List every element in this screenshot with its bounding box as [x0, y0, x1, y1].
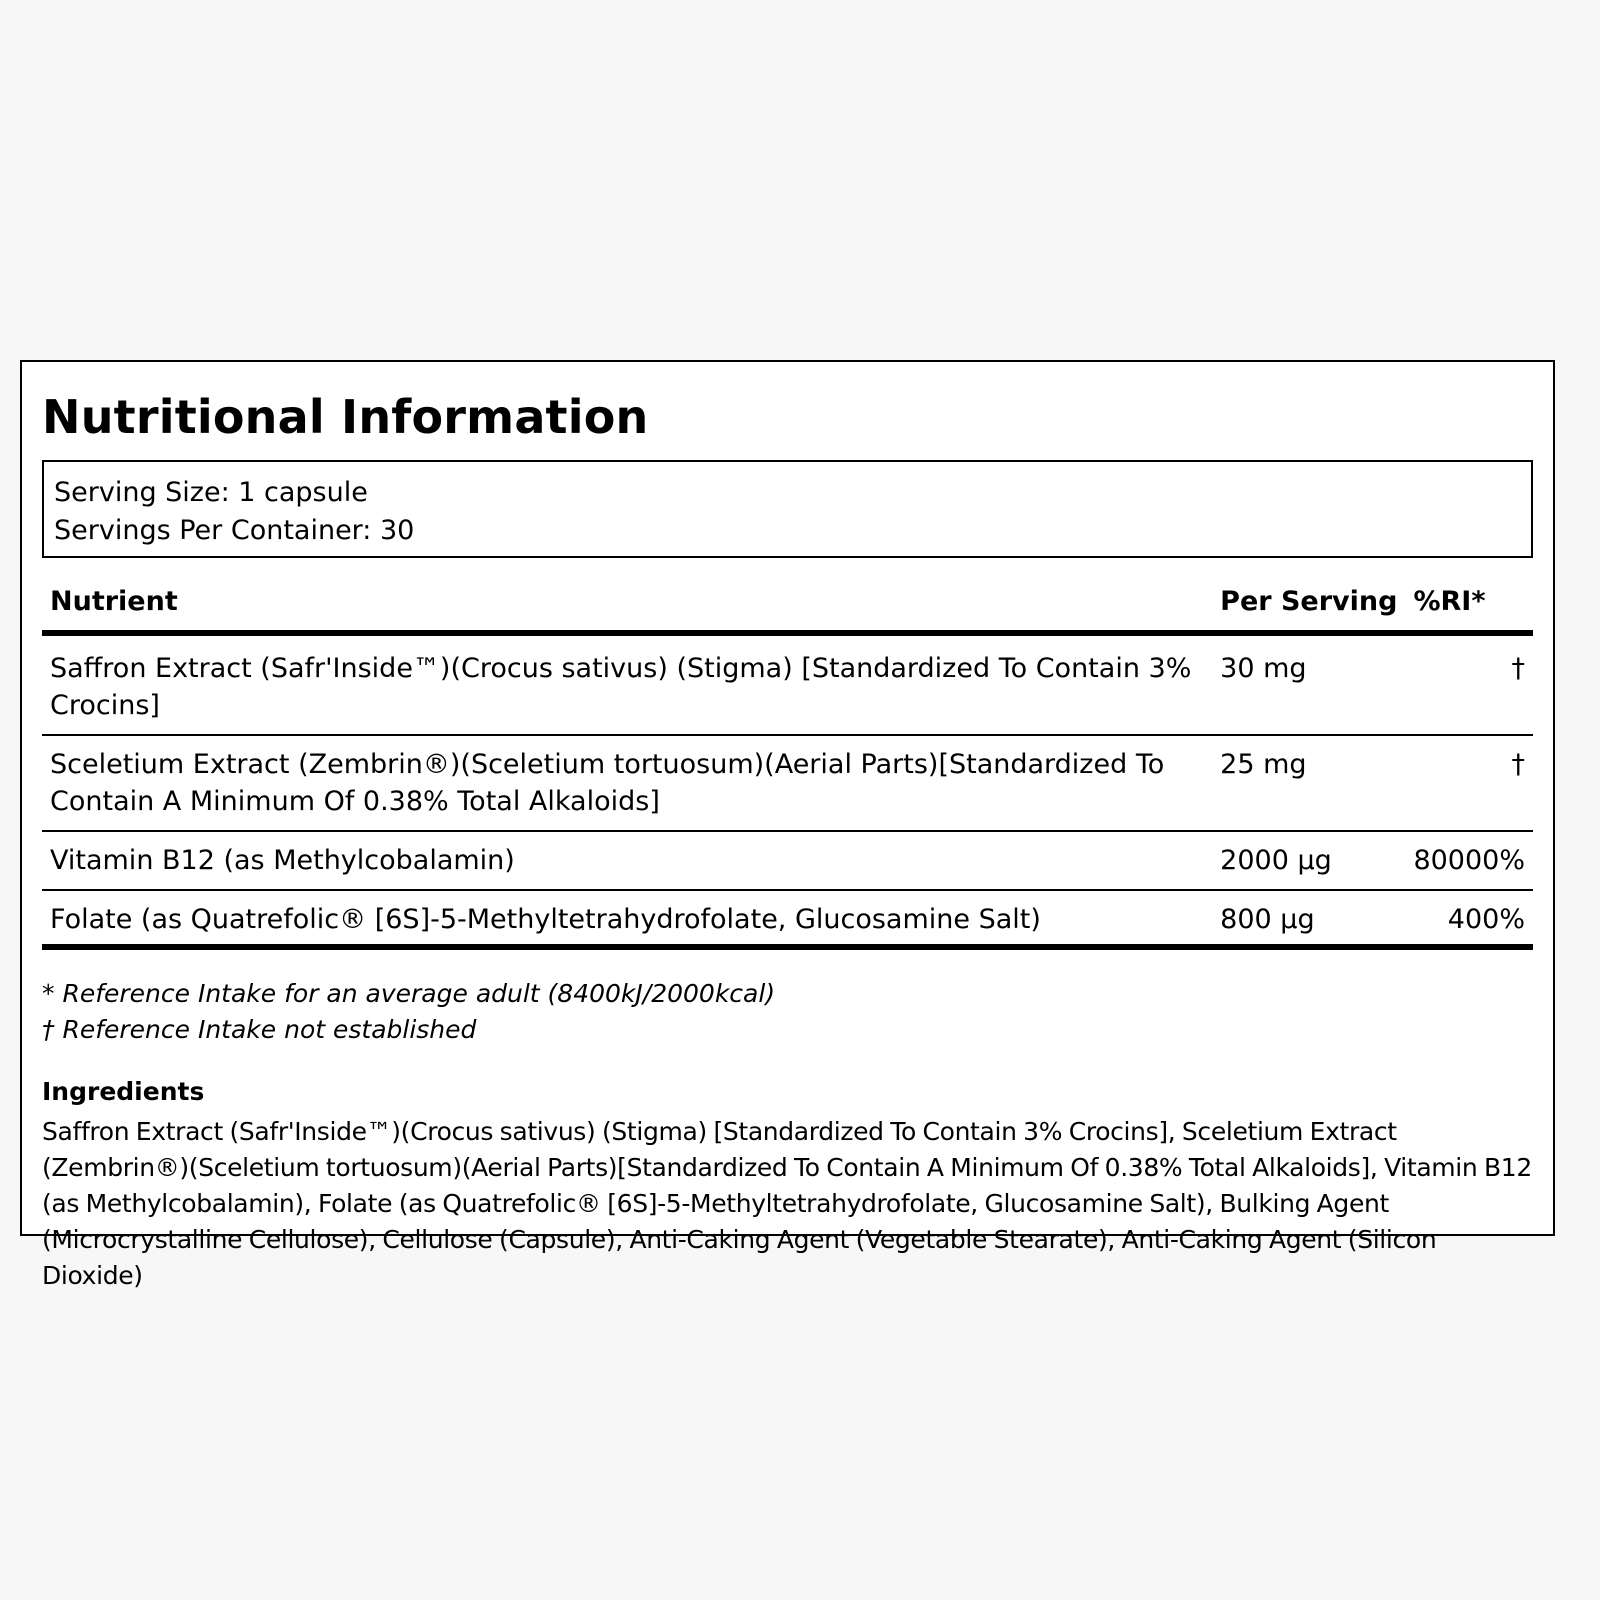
- per-serving-value: 800 µg: [1212, 890, 1405, 947]
- table-row: [42, 633, 1533, 735]
- serving-size: Serving Size: 1 capsule: [54, 477, 368, 508]
- per-serving-value: 25 mg: [1212, 735, 1405, 831]
- nutrient-name: Sceletium Extract (Zembrin®)(Sceletium tortuosum)(Aerial Parts)[Standardized To Contain A Minimum Of 0.38% Total Alkaloids]: [42, 735, 1212, 831]
- ri-value: 80000%: [1405, 831, 1533, 890]
- per-serving-value: 30 mg: [1212, 633, 1405, 735]
- table-row: [42, 890, 1533, 947]
- label-title: Nutritional Information: [42, 390, 649, 444]
- servings-per-container: Servings Per Container: 30: [54, 515, 415, 546]
- table-row: [42, 831, 1533, 890]
- footnote-not-established: † Reference Intake not established: [42, 1015, 477, 1044]
- ri-value: †: [1405, 735, 1533, 831]
- column-header-ri: %RI*: [1405, 582, 1533, 633]
- serving-info-box: [42, 460, 1533, 558]
- nutrient-table: [42, 582, 1533, 950]
- table-row: [42, 735, 1533, 831]
- ri-value: 400%: [1405, 890, 1533, 947]
- column-header-per-serving: Per Serving: [1212, 582, 1405, 633]
- ingredients-heading: Ingredients: [42, 1077, 205, 1106]
- footnotes: [42, 976, 1533, 1048]
- per-serving-value: 2000 µg: [1212, 831, 1405, 890]
- nutrient-table-body: [42, 633, 1533, 947]
- nutrient-table-header: [42, 582, 1533, 633]
- nutrient-name: Folate (as Quatrefolic® [6S]-5-Methyltetrahydrofolate, Glucosamine Salt): [42, 890, 1212, 947]
- nutrient-name: Vitamin B12 (as Methylcobalamin): [42, 831, 1212, 890]
- ingredients-text: Saffron Extract (Safr'Inside™)(Crocus sativus) (Stigma) [Standardized To Contain 3% Crocins], Sceletium Extract (Zembrin®)(Sceletium tortuosum)(Aerial Parts)[Standardized To Contain A Minimum Of 0.38% Total Alkaloids], Vitamin B12 (as Methylcobalamin), Folate (as Quatrefolic® [6S]-5-Methyltetrahydrofolate, Glucosamine Salt), Bulking Agent (Microcrystalline Cellulose), Cellulose (Capsule), Anti-Caking Agent (Vegetable Stearate), Anti-Caking Agent (Silicon Dioxide): [42, 1117, 1532, 1290]
- column-header-nutrient: Nutrient: [42, 582, 1212, 633]
- ri-value: †: [1405, 633, 1533, 735]
- footnote-reference-intake: * Reference Intake for an average adult (8400kJ/2000kcal): [42, 979, 776, 1008]
- header-row: [42, 582, 1533, 633]
- nutrition-label: [20, 360, 1555, 1290]
- nutrient-name: Saffron Extract (Safr'Inside™)(Crocus sativus) (Stigma) [Standardized To Contain 3% Crocins]: [42, 633, 1212, 735]
